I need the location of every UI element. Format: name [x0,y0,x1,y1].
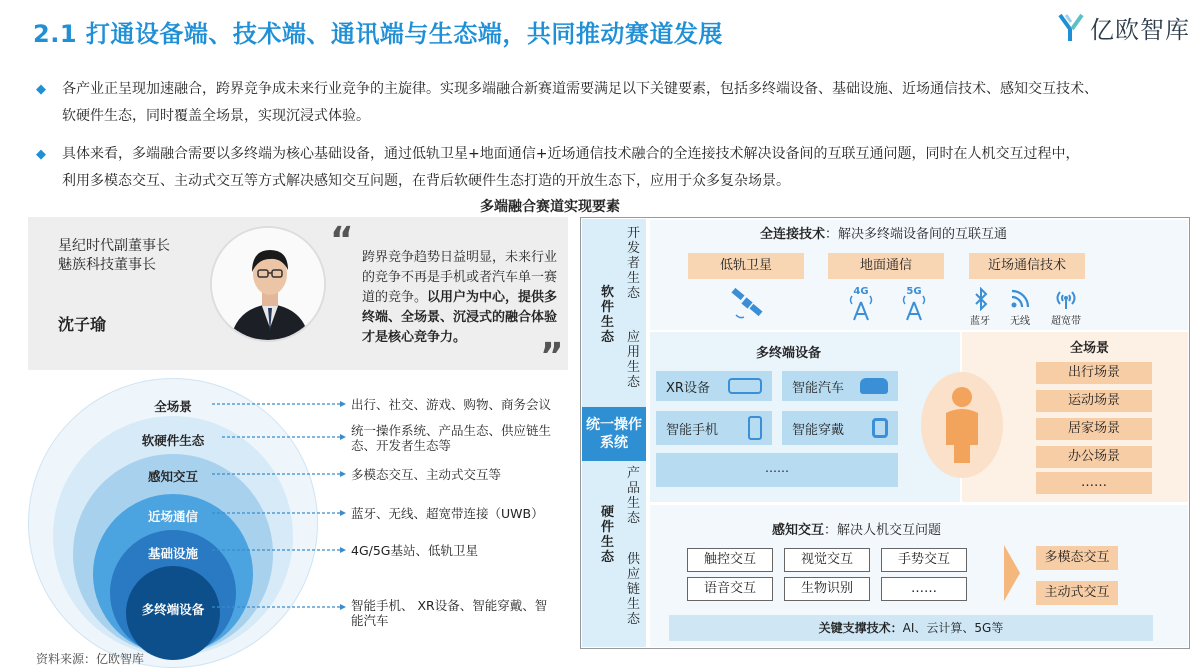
yiou-logo-icon [1058,13,1084,43]
inter-title-sub: ：解决人机交互问题 [824,523,942,538]
device-phone [656,411,772,445]
layer-desc: 出行、社交、游戏、购物、商务会议 [351,397,552,412]
device-xr [656,371,772,401]
conn-title-bold: 全连接技术 [760,227,826,242]
inter-output: 主动式交互 [1036,581,1118,605]
app-eco-label: 应用生态 [626,330,640,390]
devices-title: 多终端设备 [756,346,822,361]
phone-icon [748,416,762,440]
car-icon [860,378,888,394]
inter-item: …… [881,577,967,601]
bullet-2-line2: 利用多模态交互、主动式交互等方式解决感知交互问题，在背后软硬件生态打造的开放生态下，应用于众多复杂场景。 [62,173,790,189]
device-car [782,371,898,401]
quote-text-normal: 跨界竞争趋势日益明显，未来行业的竞争不再是手机或者汽车单一赛道的竞争。 [362,250,558,305]
hard-eco-label: 硬件生态 [600,505,614,565]
dev-eco-label: 开发者生态 [626,226,640,301]
g4-label: 4G [853,286,869,297]
scene-item: 办公场景 [1036,446,1152,468]
inter-item: 视觉交互 [784,548,870,572]
bluetooth-icon [971,287,991,311]
quote-person-name: 沈子瑜 [58,315,107,334]
conn-title-sub: ：解决多终端设备间的互联互通 [825,227,1008,242]
scene-title: 全场景 [1070,341,1110,356]
scene-item: …… [1036,472,1152,494]
diamond-icon: ◆ [36,147,46,162]
layer-desc: 蓝牙、无线、超宽带连接（UWB） [351,506,544,521]
conn-title [760,223,1007,242]
near-icon-label: 超宽带 [1051,316,1081,327]
satellite-icon [728,287,768,321]
support-tech [669,615,1153,641]
device-label: 智能汽车 [792,380,845,396]
inter-item: 生物识别 [784,577,870,601]
conn-chip: 近场通信技术 [969,253,1085,279]
device-label: XR设备 [666,380,710,396]
support-items: AI、云计算、5G等 [902,621,1004,635]
inter-item: 手势交互 [881,548,967,572]
layer-desc: 4G/5G基站、低轨卫星 [351,543,478,558]
conn-chip: 地面通信 [828,253,944,279]
watch-icon [872,418,888,438]
layer-label: 近场通信 [147,509,198,524]
prod-eco-label: 产品生态 [626,466,640,526]
layer-desc: 统一操作系统、产品生态、供应链生态、开发者生态等 [351,423,552,453]
figure-title: 多端融合赛道实现要素 [480,199,620,215]
arrow-right-icon [1002,545,1022,601]
layer-label: 多终端设备 [141,602,205,617]
page-title: 2.1 打通设备端、技术端、通讯端与生态端，共同推动赛道发展 [33,20,723,48]
soft-eco-label: 软件生态 [600,285,614,345]
scene-item: 出行场景 [1036,362,1152,384]
near-icon-label: 蓝牙 [970,316,990,327]
uwb-icon [1053,287,1079,311]
near-icon-label: 无线 [1010,316,1030,327]
inter-item: 触控交互 [687,548,773,572]
g5-label: 5G [906,286,922,297]
quote-title-1: 星纪时代副董事长 [58,238,170,254]
device-wearable [782,411,898,445]
layer-desc: 智能手机、 XR设备、智能穿戴、智能汽车 [351,598,548,628]
inter-item: 语音交互 [687,577,773,601]
layer-label: 软硬件生态 [141,433,205,448]
bullet-1-line2: 软硬件生态，同时覆盖全场景，实现沉浸式体验。 [62,108,370,124]
conn-chip: 低轨卫星 [688,253,804,279]
vr-headset-icon [728,378,762,394]
scene-item: 居家场景 [1036,418,1152,440]
bullet-1-line1: 各产业正呈现加速融合，跨界竞争成未来行业竞争的主旋律。实现多端融合新赛道需要满足以下关键要素，包括多终端设备、基础设施、近场通信技术、感知交互技术、 [62,81,1098,97]
layer-label: 感知交互 [147,469,198,484]
wifi-icon [1008,287,1032,311]
inter-output: 多模态交互 [1036,546,1118,570]
layer-label: 全场景 [154,399,192,414]
diamond-icon: ◆ [36,82,46,97]
bullet-2-line1: 具体来看，多端融合需要以多终端为核心基础设备，通过低轨卫星+地面通信+近场通信技术融合的全连接技术解决设备间的互联互通问题，同时在人机交互过程中， [62,146,1080,162]
device-label: 智能手机 [666,422,719,438]
quote-text-bold: 以用户为中心，提供多终端、全场景、沉浸式的融合体验才是核心竞争力。 [362,290,558,345]
devices-more: …… [656,453,898,487]
device-label: 智能穿戴 [792,422,845,438]
supply-eco-label: 供应链生态 [626,552,640,627]
layer-desc: 多模态交互、主动式交互等 [351,467,502,482]
source-note: 资料来源：亿欧智库 [36,652,145,666]
scene-item: 运动场景 [1036,390,1152,412]
logo [1058,10,1190,45]
logo-text: 亿欧智库 [1090,16,1190,44]
layer-label: 基础设施 [147,546,198,561]
inter-title [772,519,941,538]
leader-lines [0,0,600,658]
close-quote-icon: ” [540,336,564,377]
open-quote-icon: “ [330,220,354,261]
quote-title-2: 魅族科技董事长 [58,257,156,273]
inter-title-bold: 感知交互 [772,523,825,538]
user-icon [938,385,986,465]
support-label: 关键支撑技术： [818,621,903,635]
os-label: 统一操作系统 [586,417,642,451]
